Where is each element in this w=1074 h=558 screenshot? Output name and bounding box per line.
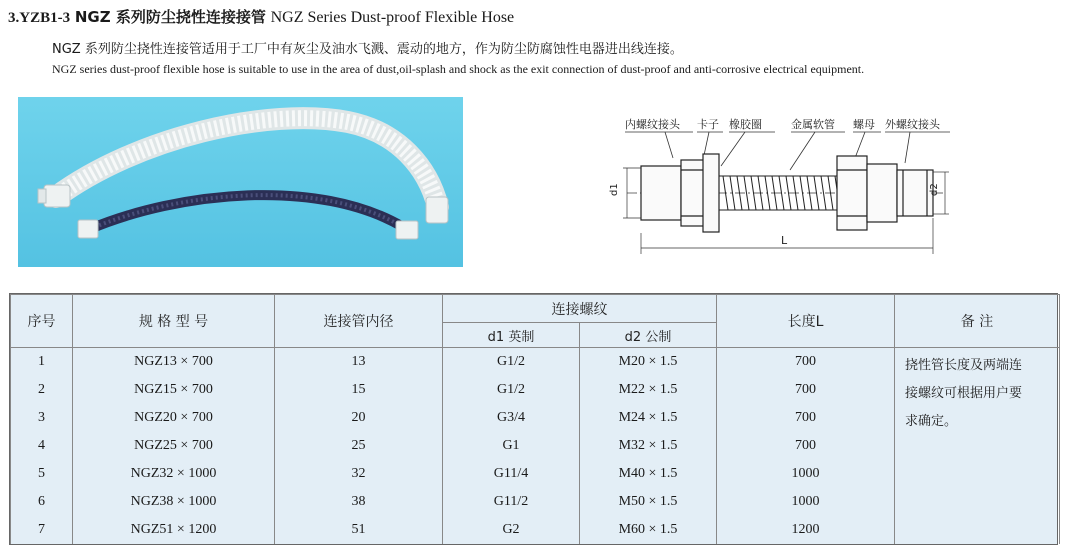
cell-seq: 1 — [11, 348, 73, 377]
cell-inner-dia: 20 — [275, 404, 443, 432]
cell-inner-dia: 13 — [275, 348, 443, 377]
cell-inner-dia: 25 — [275, 432, 443, 460]
cell-d1: G1/2 — [443, 348, 580, 377]
cell-inner-dia: 32 — [275, 460, 443, 488]
cell-model: NGZ13 × 700 — [73, 348, 275, 377]
cell-length: 700 — [717, 376, 895, 404]
label-internal-thread-joint: 内螺纹接头 — [625, 118, 680, 131]
title-cn: NGZ 系列防尘挠性连接接管 — [74, 8, 266, 26]
label-external-thread-joint: 外螺纹接头 — [885, 118, 940, 131]
cell-seq: 4 — [11, 432, 73, 460]
label-clip: 卡子 — [697, 118, 719, 131]
header-d1: d1 英制 — [443, 323, 580, 348]
dimension-d1: d1 — [609, 183, 620, 196]
cell-model: NGZ20 × 700 — [73, 404, 275, 432]
spec-table-container — [9, 293, 1058, 545]
description-en: NGZ series dust-proof flexible hose is suitable to use in the area of dust,oil-splash and shock as the exit connection of dust-proof and anti-corrosive electrical equipment. — [52, 62, 865, 76]
remark-line: 挠性管长度及两端连 — [905, 358, 1023, 373]
cell-d2: M24 × 1.5 — [580, 404, 717, 432]
dimension-d2: d2 — [929, 183, 940, 196]
cell-model: NGZ15 × 700 — [73, 376, 275, 404]
title-en: NGZ Series Dust-proof Flexible Hose — [270, 9, 515, 26]
cell-model: NGZ32 × 1000 — [73, 460, 275, 488]
cell-d1: G1 — [443, 432, 580, 460]
description-cn: NGZ 系列防尘挠性连接管适用于工厂中有灰尘及油水飞溅、震动的地方，作为防尘防腐蚀性电器进出线连接。 — [52, 42, 683, 57]
dimension-length: L — [781, 234, 788, 247]
header-seq: 序号 — [11, 295, 73, 348]
cell-model: NGZ38 × 1000 — [73, 488, 275, 516]
header-thread: 连接螺纹 — [443, 295, 717, 323]
cell-seq: 7 — [11, 516, 73, 544]
spec-table — [10, 294, 1060, 544]
cell-length: 700 — [717, 432, 895, 460]
section-code: 3.YZB1-3 — [8, 10, 71, 26]
cell-d2: M32 × 1.5 — [580, 432, 717, 460]
label-rubber-ring: 橡胶圈 — [729, 118, 762, 131]
table-row — [11, 348, 1060, 377]
cell-d1: G2 — [443, 516, 580, 544]
cell-seq: 3 — [11, 404, 73, 432]
cell-inner-dia: 15 — [275, 376, 443, 404]
cell-d1: G3/4 — [443, 404, 580, 432]
cell-inner-dia: 38 — [275, 488, 443, 516]
cell-model: NGZ25 × 700 — [73, 432, 275, 460]
cell-d1: G11/2 — [443, 488, 580, 516]
remark-line: 求确定。 — [905, 414, 958, 429]
label-nut: 螺母 — [853, 118, 875, 131]
cell-seq: 6 — [11, 488, 73, 516]
header-inner-dia: 连接管内径 — [275, 295, 443, 348]
cell-remark — [895, 348, 1060, 545]
cell-d1: G1/2 — [443, 376, 580, 404]
cell-length: 1000 — [717, 460, 895, 488]
cell-length: 700 — [717, 348, 895, 377]
cell-d2: M20 × 1.5 — [580, 348, 717, 377]
header-length: 长度L — [717, 295, 895, 348]
cell-d1: G11/4 — [443, 460, 580, 488]
cell-model: NGZ51 × 1200 — [73, 516, 275, 544]
cell-d2: M22 × 1.5 — [580, 376, 717, 404]
cell-d2: M60 × 1.5 — [580, 516, 717, 544]
cell-length: 1000 — [717, 488, 895, 516]
cell-length: 700 — [717, 404, 895, 432]
cell-seq: 5 — [11, 460, 73, 488]
technical-drawing — [605, 108, 955, 268]
cell-d2: M40 × 1.5 — [580, 460, 717, 488]
header-model: 规 格 型 号 — [73, 295, 275, 348]
remark-line: 接螺纹可根据用户要 — [905, 386, 1023, 401]
header-d2: d2 公制 — [580, 323, 717, 348]
cell-d2: M50 × 1.5 — [580, 488, 717, 516]
table-header-row — [11, 295, 1060, 323]
cell-length: 1200 — [717, 516, 895, 544]
page-title — [8, 6, 514, 27]
cell-seq: 2 — [11, 376, 73, 404]
cell-inner-dia: 51 — [275, 516, 443, 544]
product-photo — [18, 97, 463, 267]
label-metal-hose: 金属软管 — [791, 118, 835, 131]
header-remark: 备 注 — [895, 295, 1060, 348]
